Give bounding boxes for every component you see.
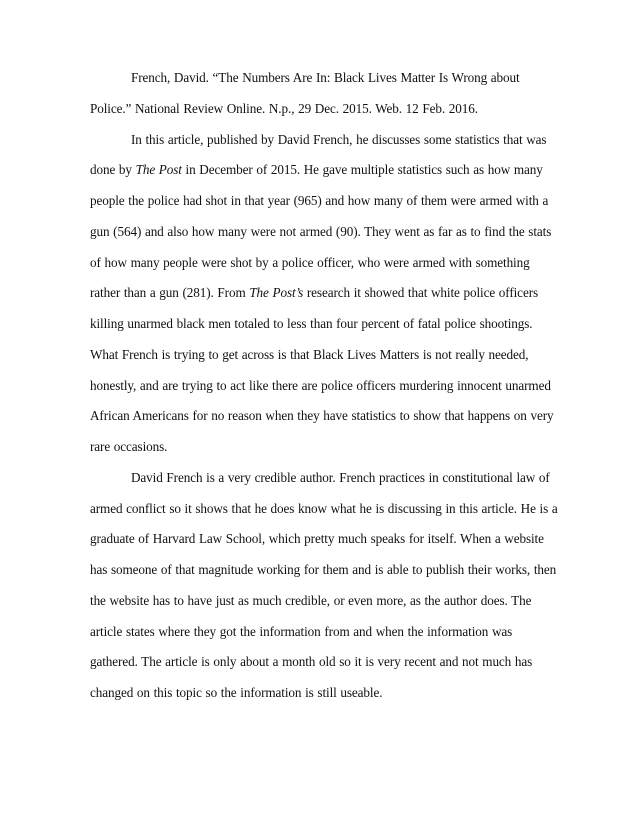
citation-line: Police.” National Review Online. N.p., 29 Dec. 2015. Web. 12 Feb. 2016. <box>90 101 478 116</box>
body-text-line: honestly, and are trying to act like there are police officers murdering innocent unarmed <box>90 378 551 393</box>
body-text-line: armed conflict so it shows that he does know what he is discussing in this article. He is a <box>90 501 558 516</box>
text-span: rather than a gun (281). From <box>90 285 250 300</box>
body-text-line <box>90 162 543 178</box>
text-span: in December of 2015. He gave multiple statistics such as how many <box>181 162 543 177</box>
body-text-line: In this article, published by David French, he discusses some statistics that was <box>131 132 547 147</box>
text-span: research it showed that white police officers <box>303 285 539 300</box>
body-text-line: graduate of Harvard Law School, which pretty much speaks for itself. When a website <box>90 531 544 546</box>
publication-title: The Post’s <box>249 285 304 300</box>
body-text-line: David French is a very credible author. French practices in constitutional law of <box>131 470 550 485</box>
body-text-line: rare occasions. <box>90 439 168 454</box>
publication-title: The Post <box>135 162 182 177</box>
body-text-line: of how many people were shot by a police officer, who were armed with something <box>90 255 530 270</box>
body-text-line <box>90 285 538 301</box>
body-text-line: the website has to have just as much credible, or even more, as the author does. The <box>90 593 532 608</box>
body-text-line: gun (564) and also how many were not armed (90). They went as far as to find the stats <box>90 224 552 239</box>
citation-line: French, David. “The Numbers Are In: Black Lives Matter Is Wrong about <box>131 70 520 85</box>
body-text-line: changed on this topic so the information is still useable. <box>90 685 383 700</box>
body-text-line: What French is trying to get across is that Black Lives Matters is not really needed, <box>90 347 529 362</box>
body-text-line: gathered. The article is only about a month old so it is very recent and not much has <box>90 654 533 669</box>
body-text-line: has someone of that magnitude working for them and is able to publish their works, then <box>90 562 557 577</box>
body-text-line: people the police had shot in that year (965) and how many of them were armed with a <box>90 193 549 208</box>
body-text-line: killing unarmed black men totaled to less than four percent of fatal police shootings. <box>90 316 533 331</box>
body-text-line: article states where they got the information from and when the information was <box>90 624 513 639</box>
text-span: done by <box>90 162 136 177</box>
body-text-line: African Americans for no reason when they have statistics to show that happens on very <box>90 408 554 423</box>
